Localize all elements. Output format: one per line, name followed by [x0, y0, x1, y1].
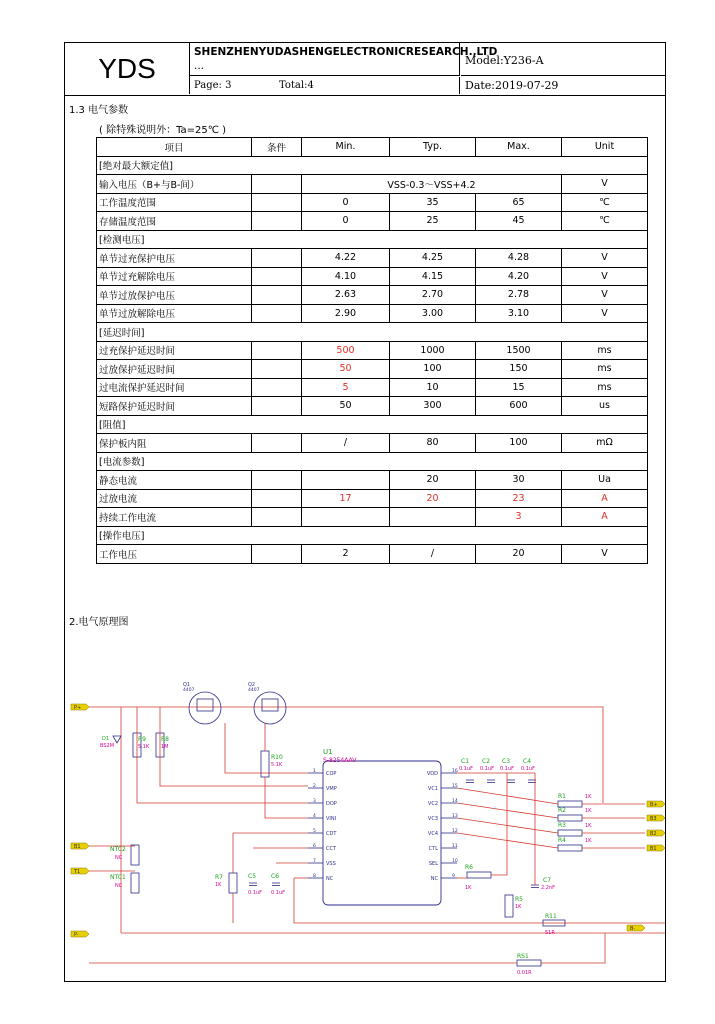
param-name: 输入电压（B+与B-间） [97, 175, 252, 194]
table-group-row [97, 452, 648, 471]
param-min: 0 [302, 212, 390, 231]
param-condition [252, 286, 302, 305]
table-row [97, 341, 648, 360]
r5-ref: R5 [515, 896, 523, 903]
ntc1 [131, 873, 139, 893]
param-unit: ℃ [562, 193, 648, 212]
param-condition [252, 489, 302, 508]
param-typ: 20 [390, 489, 476, 508]
param-typ: / [390, 545, 476, 564]
ic-pin-name: VMP [326, 786, 337, 792]
column-header: Unit [562, 138, 648, 157]
ic-pin-num: 15 [452, 784, 458, 789]
column-header: 条件 [252, 138, 302, 157]
ic-pin-name: VDD [426, 771, 438, 777]
param-max: 150 [476, 360, 562, 379]
company-name [190, 43, 498, 76]
r6 [467, 872, 491, 878]
param-typ: 1000 [390, 341, 476, 360]
c1-ref: C1 [461, 758, 470, 765]
r5 [505, 895, 513, 917]
port-r3-label: B2 [650, 831, 657, 837]
param-min: 5 [302, 378, 390, 397]
ic-pin-num: 11 [452, 844, 458, 849]
table-row [97, 489, 648, 508]
param-unit: ms [562, 378, 648, 397]
table-row [97, 508, 648, 527]
param-min: 0 [302, 193, 390, 212]
company-logo: YDS [65, 43, 190, 94]
param-unit: A [562, 508, 648, 527]
port-r2-label: B3 [650, 816, 657, 822]
page-number-cell [190, 77, 460, 94]
ntc1-val: NC [115, 883, 123, 889]
group-label: [延迟时间] [97, 323, 648, 342]
param-unit: Ua [562, 471, 648, 490]
mosfet-body-1 [197, 699, 213, 711]
c3-val: 0.1uF [500, 766, 514, 772]
r7 [229, 873, 237, 893]
r7-ref: R7 [215, 874, 223, 881]
ntc2-ref: NTC2 [110, 846, 126, 853]
r1-val: 1K [585, 794, 592, 800]
ic-pin-num: 16 [452, 769, 458, 774]
c1-val: 0.1uF [459, 766, 473, 772]
ic-pin-name: VC1 [427, 786, 438, 792]
ntc2-val: NC [115, 855, 123, 861]
c7-ref: C7 [543, 877, 552, 884]
param-min: / [302, 434, 390, 453]
param-max: 20 [476, 545, 562, 564]
mosfet-2 [254, 692, 286, 724]
param-name: 短路保护延迟时间 [97, 397, 252, 416]
param-unit: us [562, 397, 648, 416]
ic-part: S-8254AAV [323, 757, 357, 764]
param-condition [252, 360, 302, 379]
document-date: Date:2019-07-29 [465, 79, 559, 92]
c5-ref: C5 [248, 873, 257, 880]
r3-val: 1K [585, 823, 592, 829]
param-typ: 300 [390, 397, 476, 416]
param-max: 30 [476, 471, 562, 490]
param-typ: 4.25 [390, 249, 476, 268]
param-min: 2.63 [302, 286, 390, 305]
ic-pin-name: VINI [326, 816, 337, 822]
test-condition: ( 除特殊说明外：Ta=25℃ ) [99, 125, 227, 136]
rs1-val: 0.01R [517, 970, 532, 976]
r6-val: 1K [465, 885, 472, 891]
ic-pin-num: 10 [452, 859, 458, 864]
r4-val: 1K [585, 838, 592, 844]
param-max: 4.20 [476, 267, 562, 286]
param-max: 4.28 [476, 249, 562, 268]
param-condition [252, 193, 302, 212]
param-unit: V [562, 545, 648, 564]
c4-ref: C4 [523, 758, 532, 765]
column-header: Min. [302, 138, 390, 157]
ic-pin-name: COP [326, 771, 337, 777]
ic-u1 [323, 761, 441, 905]
c2-ref: C2 [482, 758, 491, 765]
param-unit: V [562, 249, 648, 268]
param-min: 50 [302, 397, 390, 416]
param-typ [390, 508, 476, 527]
c7-val: 2.2nF [541, 885, 555, 891]
param-name: 过放保护延迟时间 [97, 360, 252, 379]
r11-ref: R11 [545, 913, 557, 920]
mosfet-ref-2: Q2 [248, 682, 256, 688]
wire-r2 [457, 803, 558, 818]
param-condition [252, 397, 302, 416]
circuit-schematic [65, 633, 665, 983]
rs1 [517, 960, 541, 966]
param-typ: 2.70 [390, 286, 476, 305]
total-pages: Total:4 [279, 80, 314, 91]
wire-r10-bottom [265, 777, 308, 818]
r1-ref: R1 [558, 793, 566, 800]
r10-ref: R10 [271, 754, 283, 761]
param-max: 23 [476, 489, 562, 508]
param-condition [252, 471, 302, 490]
r6-ref: R6 [465, 864, 473, 871]
mosfet-1 [189, 692, 221, 724]
param-typ: 100 [390, 360, 476, 379]
r8-val: 1M [161, 744, 169, 750]
wire-rs1-out [541, 933, 605, 963]
param-min: 4.10 [302, 267, 390, 286]
column-header: 项目 [97, 138, 252, 157]
param-name: 存储温度范围 [97, 212, 252, 231]
param-unit: A [562, 489, 648, 508]
param-name: 工作电压 [97, 545, 252, 564]
param-typ: 10 [390, 378, 476, 397]
param-max: 100 [476, 434, 562, 453]
param-min: 17 [302, 489, 390, 508]
r9-val: 5.1K [138, 744, 150, 750]
param-range: VSS-0.3～VSS+4.2 [302, 175, 562, 194]
param-typ: 80 [390, 434, 476, 453]
ic-pin-name: NC [326, 876, 334, 882]
param-max: 3.10 [476, 304, 562, 323]
param-typ: 4.15 [390, 267, 476, 286]
param-unit: ℃ [562, 212, 648, 231]
ic-pin-num: 3 [313, 799, 316, 804]
port-bminus-label: B- [630, 926, 636, 932]
group-label: [电流参数] [97, 452, 648, 471]
ntc1-ref: NTC1 [110, 874, 126, 881]
param-unit: V [562, 286, 648, 305]
param-unit: V [562, 175, 648, 194]
port-pminus-label: P- [74, 932, 79, 938]
table-row [97, 267, 648, 286]
r11-val: 51R [545, 930, 555, 936]
model-number: Model:Y236-A [461, 43, 665, 76]
ic-pin-name: NC [430, 876, 438, 882]
document-page [64, 42, 666, 982]
param-unit: V [562, 267, 648, 286]
ic-pin-num: 6 [313, 844, 316, 849]
param-typ: 25 [390, 212, 476, 231]
r4 [558, 845, 582, 851]
param-unit: ms [562, 341, 648, 360]
param-name: 单节过充保护电压 [97, 249, 252, 268]
param-condition [252, 304, 302, 323]
title-block [65, 43, 665, 96]
port-r4-label: B1 [650, 846, 657, 852]
r2-ref: R2 [558, 807, 566, 814]
ic-pin-num: 4 [313, 814, 316, 819]
wire-gnd [294, 878, 665, 923]
param-name: 单节过放保护电压 [97, 286, 252, 305]
group-label: [绝对最大额定值] [97, 156, 648, 175]
param-min [302, 508, 390, 527]
param-condition [252, 434, 302, 453]
r9-ref: R9 [138, 736, 146, 743]
table-header-row [97, 138, 648, 157]
ic-pin-num: 13 [452, 814, 458, 819]
wire-r3 [457, 818, 558, 833]
diode-icon [113, 736, 121, 743]
r2 [558, 815, 582, 821]
port-b1-label: B1 [74, 844, 81, 850]
param-condition [252, 341, 302, 360]
page-number: Page: 3 [194, 80, 232, 91]
param-min [302, 471, 390, 490]
param-unit: V [562, 304, 648, 323]
ic-pin-num: 14 [452, 799, 458, 804]
wire-gate [225, 723, 308, 773]
c2-val: 0.1uF [480, 766, 494, 772]
param-condition [252, 175, 302, 194]
param-condition [252, 212, 302, 231]
param-max: 15 [476, 378, 562, 397]
ic-pin-num: 1 [313, 769, 316, 774]
param-typ: 20 [390, 471, 476, 490]
section-title-schematic: 2.电气原理图 [69, 617, 129, 628]
ic-pin-num: 2 [313, 784, 316, 789]
param-max: 65 [476, 193, 562, 212]
param-max: 3 [476, 508, 562, 527]
ic-pin-name: SEL [428, 861, 438, 867]
wire-r1 [457, 788, 558, 804]
mosfet-part-1: 4407 [183, 688, 195, 693]
ic-pin-num: 9 [452, 874, 455, 879]
table-row [97, 545, 648, 564]
r8-ref: R8 [161, 736, 169, 743]
wire-r4 [457, 833, 558, 848]
c6-ref: C6 [271, 873, 280, 880]
param-name: 持续工作电流 [97, 508, 252, 527]
group-label: [操作电压] [97, 526, 648, 545]
table-row [97, 249, 648, 268]
table-row [97, 471, 648, 490]
param-condition [252, 249, 302, 268]
r3-ref: R3 [558, 822, 566, 829]
param-typ: 35 [390, 193, 476, 212]
param-max: 1500 [476, 341, 562, 360]
table-row [97, 286, 648, 305]
param-condition [252, 378, 302, 397]
table-row [97, 360, 648, 379]
param-name: 工作温度范围 [97, 193, 252, 212]
param-min: 2.90 [302, 304, 390, 323]
ic-pin-name: DOP [326, 801, 337, 807]
param-min: 500 [302, 341, 390, 360]
ic-pin-num: 5 [313, 829, 316, 834]
param-name: 静态电流 [97, 471, 252, 490]
rs1-ref: RS1 [517, 953, 529, 960]
param-min: 4.22 [302, 249, 390, 268]
param-min: 50 [302, 360, 390, 379]
table-group-row [97, 323, 648, 342]
param-condition [252, 508, 302, 527]
ic-pin-name: VSS [326, 861, 336, 867]
table-row [97, 212, 648, 231]
ic-pin-name: VC2 [427, 801, 438, 807]
port-pplus-label: P+ [74, 705, 82, 711]
param-condition [252, 545, 302, 564]
param-unit: ms [562, 360, 648, 379]
param-name: 过电流保护延迟时间 [97, 378, 252, 397]
spec-table [96, 137, 648, 564]
param-name: 过放电流 [97, 489, 252, 508]
ic-pin-name: VC3 [427, 816, 438, 822]
table-group-row [97, 156, 648, 175]
param-name: 单节过充解除电压 [97, 267, 252, 286]
table-row [97, 175, 648, 194]
port-t1-label: T1 [74, 869, 81, 875]
table-row [97, 434, 648, 453]
ic-pin-num: 8 [313, 874, 316, 879]
d1-ref: D1 [102, 736, 110, 742]
table-row [97, 378, 648, 397]
ic-ref: U1 [323, 748, 333, 756]
wire-r8 [160, 707, 308, 786]
ic-pin-num: 7 [313, 859, 316, 864]
port-r1-label: B+ [650, 802, 658, 808]
c6-val: 0.1uF [271, 890, 285, 896]
ic-pin-name: CCT [326, 846, 337, 852]
company-name-line2: ... [194, 60, 205, 72]
d1-part: BS2M [100, 743, 115, 749]
param-max: 45 [476, 212, 562, 231]
param-max: 2.78 [476, 286, 562, 305]
table-row [97, 193, 648, 212]
table-row [97, 397, 648, 416]
c3-ref: C3 [502, 758, 511, 765]
table-row [97, 304, 648, 323]
ic-pin-name: CTL [428, 846, 438, 852]
param-condition [252, 267, 302, 286]
param-name: 保护板内阻 [97, 434, 252, 453]
param-name: 过充保护延迟时间 [97, 341, 252, 360]
param-unit: mΩ [562, 434, 648, 453]
param-max: 600 [476, 397, 562, 416]
r7-val: 1K [215, 882, 222, 888]
ntc2 [131, 845, 139, 865]
column-header: Max. [476, 138, 562, 157]
wire-main-rail [89, 707, 603, 803]
c4-val: 0.1uF [521, 766, 535, 772]
param-typ: 3.00 [390, 304, 476, 323]
r3 [558, 830, 582, 836]
section-title-electrical-params: 1.3 电气参数 [69, 105, 129, 116]
param-name: 单节过放解除电压 [97, 304, 252, 323]
group-label: [阻值] [97, 415, 648, 434]
r5-val: 1K [515, 904, 522, 910]
ic-pin-num: 12 [452, 829, 458, 834]
mosfet-part-2: 4407 [248, 688, 260, 693]
r2-val: 1K [585, 808, 592, 814]
ic-pin-name: CDT [326, 831, 337, 837]
mosfet-ref-1: Q1 [183, 682, 191, 688]
group-label: [检测电压] [97, 230, 648, 249]
table-group-row [97, 230, 648, 249]
company-name-line1: SHENZHENYUDASHENGELECTRONICRESEARCH.,LTD [194, 46, 498, 58]
param-min: 2 [302, 545, 390, 564]
r10-val: 5.1K [271, 762, 283, 768]
r4-ref: R4 [558, 837, 566, 844]
c5-val: 0.1uF [248, 890, 262, 896]
table-group-row [97, 415, 648, 434]
table-group-row [97, 526, 648, 545]
column-header: Typ. [390, 138, 476, 157]
ic-pin-name: VC4 [427, 831, 438, 837]
mosfet-body-2 [262, 699, 278, 711]
